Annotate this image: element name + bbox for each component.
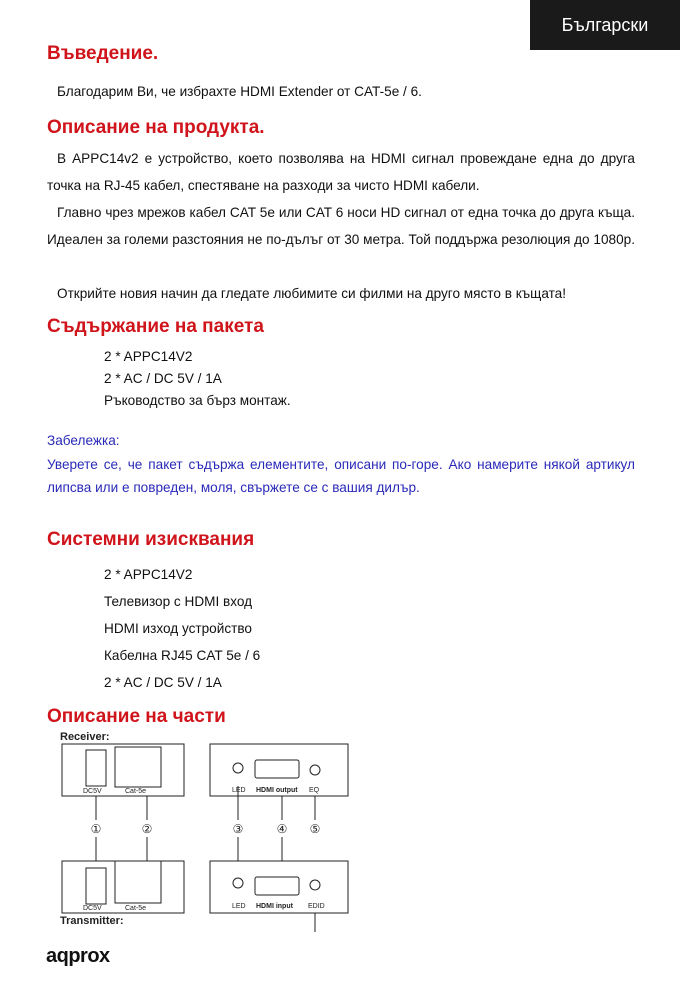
receiver-label: Receiver: (60, 731, 110, 743)
requirements-heading: Системни изисквания (47, 529, 255, 550)
requirements-item: Кабелна RJ45 CAT 5e / 6 (104, 648, 261, 663)
requirements-item: HDMI изход устройство (104, 621, 252, 636)
requirements-item: 2 * AC / DC 5V / 1A (104, 675, 222, 690)
note-text: Уверете се, че пакет съдържа елементите, описани по-горе. Ако намерите някой артикул липсва или е повреден, моля, свържете се с вашия дилър. (47, 456, 635, 495)
intro-heading: Въведение. (47, 43, 159, 64)
hdmi-input-label: HDMI input (256, 903, 293, 910)
callout-5: ⑤ (309, 822, 321, 836)
transmitter-label: Transmitter: (60, 915, 124, 927)
hdmi-output-label: HDMI output (256, 787, 298, 794)
port-cat-label: Cat-5e (125, 788, 147, 795)
eq-label: EQ (309, 787, 320, 794)
description-para-1 (47, 146, 635, 200)
callout-2: ② (141, 822, 153, 836)
parts-heading: Описание на части (47, 706, 226, 727)
requirements-item: Телевизор с HDMI вход (104, 594, 253, 609)
note (47, 429, 635, 500)
edid-label: EDID (308, 903, 325, 910)
led-label: LED (232, 787, 246, 794)
package-heading: Съдържание на пакета (47, 316, 264, 337)
description-para-3 (47, 281, 635, 308)
description-heading: Описание на продукта. (47, 117, 265, 138)
requirements-item: 2 * APPC14V2 (104, 567, 193, 582)
callout-4: ④ (276, 822, 288, 836)
callout-3: ③ (232, 822, 244, 836)
description-para-3-text: Открийте новия начин да гледате любимите си филми на друго място в къщата! (57, 286, 567, 301)
parts-diagram (50, 728, 350, 940)
callout-1: ① (90, 822, 102, 836)
language-tab: Български (530, 0, 680, 50)
description-para-1-text: В APPC14v2 е устройство, което позволява на HDMI сигнал провеждане една до друга точка на RJ-45 кабел, спестяване на разходи за чисто HDMI кабели. (47, 151, 635, 193)
package-item: Ръководство за бърз монтаж. (104, 393, 291, 408)
description-para-2 (47, 200, 635, 254)
package-item: 2 * APPC14V2 (104, 349, 193, 364)
port-cat-label: Cat-5e (125, 905, 147, 912)
intro-text: Благодарим Ви, че избрахте HDMI Extender от CAT-5e / 6. (57, 84, 422, 99)
led-label: LED (232, 903, 246, 910)
port-dc-label: DC5V (83, 905, 102, 912)
note-title: Забележка: (47, 433, 120, 448)
package-item: 2 * AC / DC 5V / 1A (104, 371, 222, 386)
brand-logo: aqprox (46, 945, 110, 967)
description-para-2-text: Главно чрез мрежов кабел CAT 5e или CAT 6 носи HD сигнал от една точка до друга къща. Идеален за големи разстояния не по-дълъг от 30 метра. Той поддържа резолюция до 1080p. (47, 205, 635, 247)
port-dc-label: DC5V (83, 788, 102, 795)
